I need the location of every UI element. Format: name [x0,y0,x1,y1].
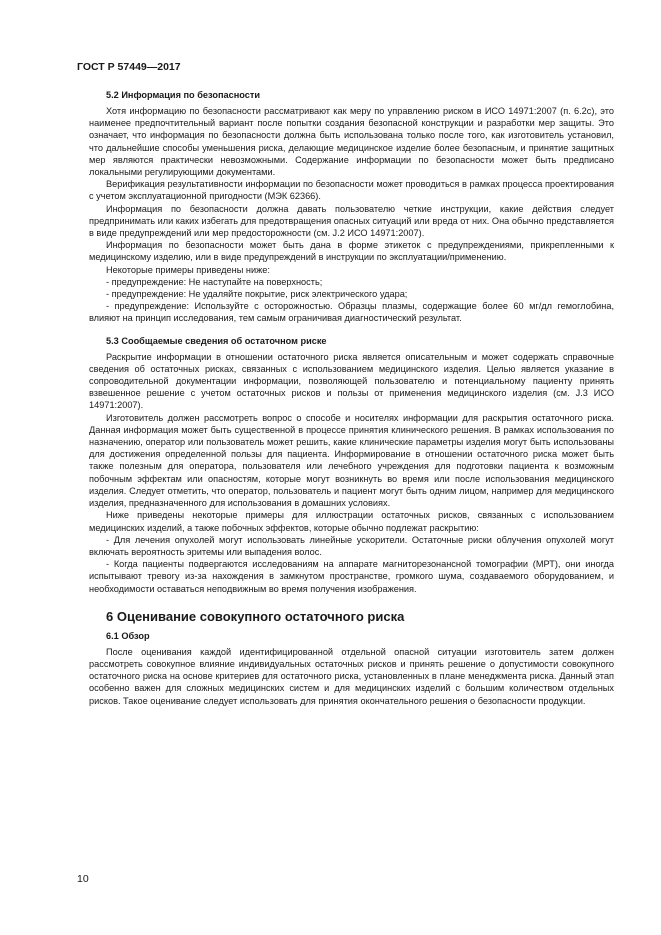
document-body [89,90,614,707]
section-6-heading: 6 Оценивание совокупного остаточного риска [106,608,405,624]
paragraph: Хотя информацию по безопасности рассматривают как меру по управлению риском в ИСО 14971:2007 (п. 6.2с), это наименее предпочтительный вариант после попытки создания безопасной конструкции и разработки мер защиты. Это означает, что информация по безопасности должна быть использована только после того, как изготовитель установил, что дальнейшие способы уменьшения риска, делающие медицинское изделие более безопасным, и принятие защитных мер являются практически невозможными. Содержание информации по безопасности может быть предписано локальными регулирующими документами. [89,106,614,178]
paragraph: Информация по безопасности может быть дана в форме этикеток с предупреждениями, прикрепленными к медицинскому изделию, или в виде предупреждений в инструкции по эксплуатации/применению. [89,240,614,263]
paragraph: Верификация результативности информации по безопасности может проводиться в рамках процесса проектирования с учетом эксплуатационной пригодности (МЭК 62366). [89,179,614,202]
paragraph: Некоторые примеры приведены ниже: [106,264,270,275]
page-number: 10 [77,873,89,885]
list-item: - предупреждение: Используйте с осторожностью. Образцы плазмы, содержащие более 60 мг/дл гемоглобина, влияют на принцип исследования, тем самым ограничивая диагностический результат. [89,301,614,324]
section-6-1-heading: 6.1 Обзор [106,630,150,641]
section-5-3-heading: 5.3 Сообщаемые сведения об остаточном риске [106,335,327,346]
list-item: - Для лечения опухолей могут использовать линейные ускорители. Остаточные риски облучения опухолей могут включать вероятность эритемы или выпадения волос. [89,534,614,557]
list-item: - Когда пациенты подвергаются исследованиям на аппарате магниторезонансной томографии (МРТ), они иногда испытывают тревогу из-за нахождения в замкнутом пространстве, громкого шума, создаваемого оборудованием, и необходимости оставаться неподвижным во время получения изображения. [89,559,614,594]
section-5-2-heading: 5.2 Информация по безопасности [106,90,261,100]
list-item: - предупреждение: Не удаляйте покрытие, риск электрического удара; [106,289,408,300]
paragraph: Информация по безопасности должна давать пользователю четкие инструкции, какие действия следует предпринимать или каких избегать для предотвращения опасных ситуаций или вреда от них. Она обычно представляется в виде предупреждений или мер предосторожности (см. J.2 ИСО 14971:2007). [89,203,614,239]
paragraph: Раскрытие информации в отношении остаточного риска является описательным и может содержать справочные сведения об остаточных рисках, связанных с использованием медицинского изделия. Целью является указание в сопроводительной документации информации, позволяющей пользователю и потенциальному пациенту принять взвешенное решение с учетом остаточных рисков и пользы от применения медицинского изделия (см. J.3 ИСО 14971:2007). [89,351,614,411]
standard-header: ГОСТ Р 57449—2017 [77,61,181,73]
list-item: - предупреждение: Не наступайте на поверхность; [106,276,323,287]
paragraph: После оценивания каждой идентифицированной отдельной опасной ситуации изготовитель затем должен рассмотреть совокупное влияние индивидуальных остаточных рисков и принять решение о допустимости совокупного остаточного риска на основе критериев для остаточного риска, установленных в плане менеджмента риска. Данный этап особенно важен для сложных медицинских систем и для медицинских изделий с большим количеством отдельных рисков. Такое оценивание следует использовать для принятия окончательного решения о безопасности продукции. [89,646,614,706]
paragraph: Ниже приведены некоторые примеры для иллюстрации остаточных рисков, связанных с использованием медицинских изделий, а также побочных эффектов, которые обычно подлежат раскрытию: [89,510,614,533]
paragraph: Изготовитель должен рассмотреть вопрос о способе и носителях информации для раскрытия остаточного риска. Данная информация может быть существенной в процессе принятия клинического решения. В рамках использования по назначению, оператор или пользователь может решить, какие клинические параметры изделия могут быть использованы для достижения определенной пользы для пациента. Информирование в отношении остаточного риска может быть также полезным для оператора, пользователя или лечебного учреждения для подготовки пациента к возможным побочным эффектам или опасностям, которые могут возникнуть во время или после использования медицинского изделия. Следует отметить, что оператор, пользователь и пациент могут быть одним лицом, например для медицинского изделия, предназначенного для использования в домашних условиях. [89,412,614,509]
